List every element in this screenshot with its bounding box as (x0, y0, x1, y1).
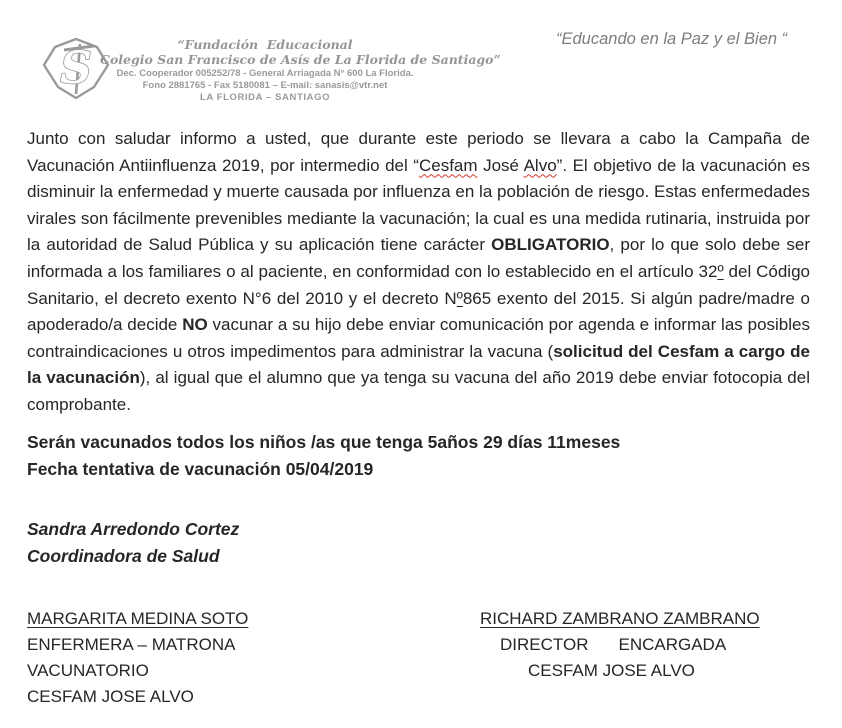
highlight-ages-line: Serán vacunados todos los niños /as que tenga 5años 29 días 11meses (27, 431, 621, 452)
vaccination-highlight (27, 429, 810, 483)
signatory-left-unit: VACUNATORIO (27, 661, 149, 680)
signatory-left (27, 606, 248, 710)
signatory-left-org: CESFAM JOSE ALVO (27, 687, 194, 706)
letterhead (100, 37, 501, 104)
signatory-left-name: MARGARITA MEDINA SOTO (27, 609, 249, 628)
letterhead-address: Dec. Cooperador 005252/78 - General Arriagada N° 600 La Florida. (116, 68, 414, 79)
document-body (27, 126, 810, 571)
letterhead-contact: Fono 2881765 - Fax 5180081 – E-mail: sanasis@vtr.net (142, 80, 388, 91)
highlight-date-line: Fecha tentativa de vacunación 05/04/2019 (27, 458, 374, 479)
signatory-right (480, 606, 760, 684)
coordinator-name: Sandra Arredondo Cortez (27, 518, 240, 539)
signatory-right-roles (480, 632, 760, 658)
letterhead-foundation: “Fundación Educacional (177, 37, 353, 52)
signatory-right-org: CESFAM JOSE ALVO (528, 661, 695, 680)
coordinator-role: Coordinadora de Salud (27, 546, 220, 567)
school-motto: “Educando en la Paz y el Bien “ (556, 30, 788, 48)
letterhead-school-name: Colegio San Francisco de Asís de La Florida de Santiago” (100, 52, 501, 67)
signatory-right-role-director: DIRECTOR (500, 635, 589, 654)
main-paragraph: Junto con saludar informo a usted, que durante este periodo se llevara a cabo la Campaña de Vacunación Antiinfluenza 2019, por intermedio del “Cesfam José Alvo”. El objetivo de la vacunación es disminuir la enfermedad y muerte causada por influenza en la población de riesgo. Estas enfermedades virales son fácilmente prevenibles mediante la vacunación; la cual es una medida rutinaria, instruida por la autoridad de Salud Pública y su aplicación tiene carácter OBLIGATORIO, por lo que solo debe ser informada a los familiares o al paciente, en conformidad con lo establecido en el artículo 32º del Código Sanitario, el decreto exento N°6 del 2010 y el decreto Nº865 exento del 2015. Si algún padre/madre o apoderado/a decide NO vacunar a su hijo debe enviar comunicación por agenda e informar las posibles contraindicaciones u otros impedimentos para administrar la vacuna (solicitud del Cesfam a cargo de la vacunación), al igual que el alumno que ya tenga su vacuna del año 2019 debe enviar fotocopia del comprobante. (27, 129, 811, 414)
svg-text:S: S (60, 43, 92, 94)
letterhead-city: LA FLORIDA – SANTIAGO (199, 92, 331, 103)
signatory-left-title: ENFERMERA – MATRONA (27, 635, 236, 654)
signatory-right-role-encargada: ENCARGADA (618, 635, 727, 654)
coordinator-signature (27, 516, 810, 571)
signatory-right-name: RICHARD ZAMBRANO ZAMBRANO (480, 609, 760, 628)
